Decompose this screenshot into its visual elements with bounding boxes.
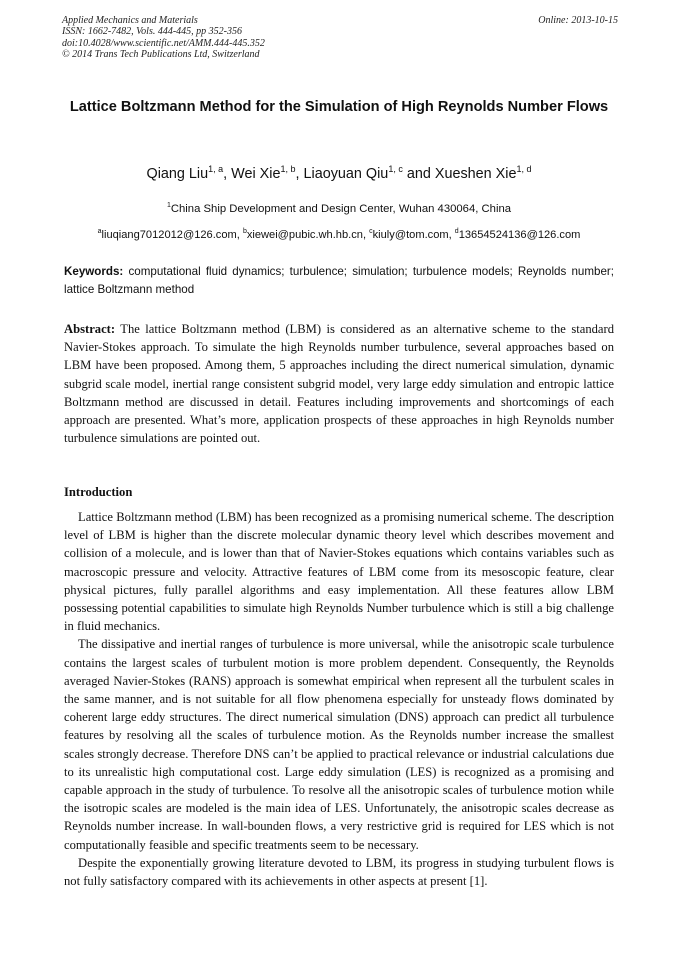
email-list <box>40 227 638 243</box>
journal-header <box>62 15 618 61</box>
body-paragraph: Lattice Boltzmann method (LBM) has been recognized as a promising numerical scheme. The description level of LBM is higher than the discrete molecular dynamic theory level which describes movement and collision of a molecule, and is lower than that of Navier-Stokes equations which contains variables such as macroscopic pressure and velocity. Attractive features of LBM come from its mesoscopic feature, clear physical pictures, fully parallel algorithms and easy implementation. All these features allow LBM possessing potential capabilities to simulate high Reynolds Number turbulence which is still a big challenge in fluid mechanics. <box>64 510 614 634</box>
body-paragraph: Despite the exponentially growing literature devoted to LBM, its progress in studying turbulent flows is not fully satisfactory compared with its achievements in other aspects at present [1]. <box>64 855 614 889</box>
abstract-block <box>64 320 614 447</box>
author-name: Qiang Liu <box>146 166 209 182</box>
email-address[interactable]: xiewei@pubic.wh.hb.cn <box>246 229 363 241</box>
author-affil-mark: 1, d <box>516 164 532 174</box>
affiliation-text: China Ship Development and Design Center, Wuhan 430064, China <box>170 203 512 215</box>
author-separator: , <box>223 166 232 182</box>
email-separator: , <box>362 229 370 241</box>
doi-line: doi:10.4028/www.scientific.net/AMM.444-445.352 <box>62 37 265 49</box>
author-affil-mark: 1, a <box>208 164 224 174</box>
affiliation <box>40 201 638 217</box>
section-heading-introduction: Introduction <box>64 485 133 499</box>
affiliation-mark: 1 <box>166 202 171 209</box>
author-affil-mark: 1, b <box>280 164 296 174</box>
author-affil-mark: 1, c <box>388 164 403 174</box>
copyright-line: © 2014 Trans Tech Publications Ltd, Switzerland <box>62 49 260 61</box>
author-list <box>40 164 638 184</box>
email-address[interactable]: 13654524136@126.com <box>458 229 581 241</box>
issn-line: ISSN: 1662-7482, Vols. 444-445, pp 352-356 <box>62 26 242 38</box>
introduction-body <box>64 508 614 890</box>
journal-name: Applied Mechanics and Materials <box>62 15 198 26</box>
email-separator: , <box>236 229 243 241</box>
email-separator: , <box>448 229 455 241</box>
email-mark: b <box>242 228 247 235</box>
email-mark: d <box>454 228 459 235</box>
paper-title: Lattice Boltzmann Method for the Simulation of High Reynolds Number Flows <box>69 99 609 115</box>
email-address[interactable]: kiuly@tom.com <box>372 229 449 241</box>
abstract-text: The lattice Boltzmann method (LBM) is considered as an alternative scheme to the standard Navier-Stokes approach. To simulate the high Reynolds number turbulence, several approaches based on LBM have been proposed. Among them, 5 approaches including the direct numerical simulation, dynamic subgrid scale model, inertial range consistent subgrid model, very large eddy simulation and entropic lattice Boltzmann method are discussed in detail. Features including improvements and shortcomings of each approach are presented. What’s more, application prospects of these approaches in high Reynolds number turbulence simulations are pointed out. <box>64 322 614 446</box>
email-address[interactable]: liuqiang7012012@126.com <box>101 229 237 241</box>
online-date: Online: 2013-10-15 <box>538 15 618 26</box>
author-name: Xueshen Xie <box>434 166 517 182</box>
author-separator: and <box>402 166 435 182</box>
author-name: Liaoyuan Qiu <box>303 166 389 182</box>
abstract-label: Abstract: <box>64 322 116 336</box>
email-mark: c <box>369 228 373 235</box>
body-paragraph: The dissipative and inertial ranges of turbulence is more universal, while the anisotropic scale turbulence contains the largest scales of turbulent motion is more problem dependent. Consequently, the Reynolds averaged Navier-Stokes (RANS) approach is somewhat empirical when represent all the turbulent scales in the same manner, and is not suitable for all flow phenomena especially for unsteady flows dominated by coherent large eddy structures. The direct numerical simulation (DNS) approach can predict all turbulence features by resolving all the scales of turbulence motion. As the Reynolds number increase the smallest scales strongly decrease. Therefore DNS can’t be applied to practical relevance or industrial calculations due to its unrealistic high computational cost. Large eddy simulation (LES) is recognized as a promising and capable approach in the study of turbulence. To resolve all the anisotropic scales of turbulence motion while the isotropic scales are modeled is the main idea of LES. Unfortunately, the anisotropic scales decrease as Reynolds number increase. In wall-bounden flows, a very restrictive grid is required for LES which is not computationally feasible and specific treatments seem to be necessary. <box>64 637 614 852</box>
keywords-block <box>64 263 614 299</box>
author-name: Wei Xie <box>231 166 281 182</box>
email-mark: a <box>97 228 102 235</box>
author-separator: , <box>295 166 304 182</box>
keywords-text: computational fluid dynamics; turbulence; simulation; turbulence models; Reynolds number; lattice Boltzmann method <box>64 265 614 296</box>
keywords-label: Keywords: <box>64 265 124 278</box>
